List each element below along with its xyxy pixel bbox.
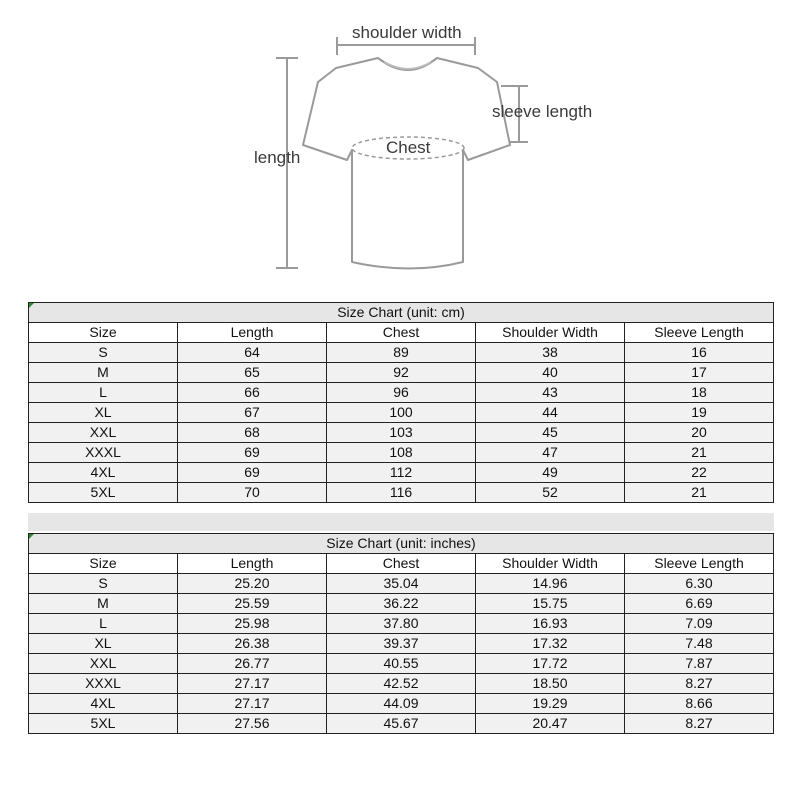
cell-size: XL	[29, 403, 178, 423]
cell-shoulder: 40	[476, 363, 625, 383]
table-row	[29, 694, 774, 714]
corner-marker	[29, 303, 34, 308]
cell-length: 27.17	[178, 674, 327, 694]
cell-chest: 45.67	[327, 714, 476, 734]
table-row	[29, 714, 774, 734]
cell-size: 4XL	[29, 463, 178, 483]
cell-shoulder: 43	[476, 383, 625, 403]
cell-size: S	[29, 574, 178, 594]
corner-marker	[29, 534, 34, 539]
table-row	[29, 383, 774, 403]
table-title: Size Chart (unit: inches)	[29, 534, 774, 554]
cell-size: XXL	[29, 423, 178, 443]
table-row	[29, 634, 774, 654]
cell-shoulder: 17.72	[476, 654, 625, 674]
cell-chest: 116	[327, 483, 476, 503]
cell-shoulder: 20.47	[476, 714, 625, 734]
cell-size: XXXL	[29, 674, 178, 694]
table-header-row	[29, 554, 774, 574]
cell-sleeve: 17	[625, 363, 774, 383]
cell-sleeve: 20	[625, 423, 774, 443]
cell-chest: 100	[327, 403, 476, 423]
header-length: Length	[178, 323, 327, 343]
cell-size: 5XL	[29, 714, 178, 734]
cell-shoulder: 15.75	[476, 594, 625, 614]
cell-length: 26.38	[178, 634, 327, 654]
header-size: Size	[29, 554, 178, 574]
cell-sleeve: 22	[625, 463, 774, 483]
header-size: Size	[29, 323, 178, 343]
cell-size: M	[29, 594, 178, 614]
length-label: length	[254, 148, 301, 167]
cell-size: XL	[29, 634, 178, 654]
header-shoulder-width: Shoulder Width	[476, 323, 625, 343]
cell-sleeve: 21	[625, 443, 774, 463]
cell-sleeve: 7.87	[625, 654, 774, 674]
cell-chest: 39.37	[327, 634, 476, 654]
chest-label: Chest	[386, 138, 431, 157]
cell-sleeve: 6.30	[625, 574, 774, 594]
header-sleeve-length: Sleeve Length	[625, 323, 774, 343]
cell-length: 25.59	[178, 594, 327, 614]
cell-chest: 35.04	[327, 574, 476, 594]
cell-shoulder: 52	[476, 483, 625, 503]
cell-shoulder: 38	[476, 343, 625, 363]
table-row	[29, 363, 774, 383]
cell-shoulder: 47	[476, 443, 625, 463]
cell-chest: 103	[327, 423, 476, 443]
table-row	[29, 483, 774, 503]
cell-length: 25.20	[178, 574, 327, 594]
size-chart-cm-table	[28, 302, 774, 503]
table-row	[29, 594, 774, 614]
size-chart-inches-table	[28, 533, 774, 734]
cell-chest: 36.22	[327, 594, 476, 614]
cell-size: M	[29, 363, 178, 383]
table-title: Size Chart (unit: cm)	[29, 303, 774, 323]
cell-chest: 96	[327, 383, 476, 403]
cell-sleeve: 19	[625, 403, 774, 423]
cell-sleeve: 7.48	[625, 634, 774, 654]
shoulder-width-label: shoulder width	[352, 23, 462, 42]
cell-chest: 42.52	[327, 674, 476, 694]
cell-length: 27.56	[178, 714, 327, 734]
table-row	[29, 423, 774, 443]
cell-chest: 112	[327, 463, 476, 483]
table-row	[29, 443, 774, 463]
size-diagram	[0, 0, 800, 290]
cell-size: 4XL	[29, 694, 178, 714]
cell-length: 69	[178, 463, 327, 483]
cell-size: S	[29, 343, 178, 363]
table-row	[29, 463, 774, 483]
table-row	[29, 403, 774, 423]
cell-sleeve: 8.27	[625, 674, 774, 694]
cell-length: 27.17	[178, 694, 327, 714]
cell-length: 65	[178, 363, 327, 383]
cell-chest: 44.09	[327, 694, 476, 714]
cell-length: 68	[178, 423, 327, 443]
table-row	[29, 574, 774, 594]
cell-length: 66	[178, 383, 327, 403]
sleeve-length-label: sleeve length	[492, 102, 593, 121]
table-row	[29, 614, 774, 634]
table-row	[29, 343, 774, 363]
cell-shoulder: 45	[476, 423, 625, 443]
table-separator	[28, 513, 774, 531]
header-chest: Chest	[327, 323, 476, 343]
cell-shoulder: 18.50	[476, 674, 625, 694]
cell-sleeve: 21	[625, 483, 774, 503]
cell-size: L	[29, 383, 178, 403]
cell-length: 67	[178, 403, 327, 423]
cell-sleeve: 8.66	[625, 694, 774, 714]
cell-shoulder: 19.29	[476, 694, 625, 714]
header-sleeve-length: Sleeve Length	[625, 554, 774, 574]
cell-size: 5XL	[29, 483, 178, 503]
cell-sleeve: 18	[625, 383, 774, 403]
cell-shoulder: 49	[476, 463, 625, 483]
cell-sleeve: 7.09	[625, 614, 774, 634]
cell-chest: 40.55	[327, 654, 476, 674]
cell-chest: 37.80	[327, 614, 476, 634]
cell-size: XXXL	[29, 443, 178, 463]
cell-length: 69	[178, 443, 327, 463]
cell-sleeve: 6.69	[625, 594, 774, 614]
cell-length: 70	[178, 483, 327, 503]
table-header-row	[29, 323, 774, 343]
cell-size: L	[29, 614, 178, 634]
cell-chest: 108	[327, 443, 476, 463]
cell-shoulder: 17.32	[476, 634, 625, 654]
header-length: Length	[178, 554, 327, 574]
cell-chest: 92	[327, 363, 476, 383]
cell-shoulder: 44	[476, 403, 625, 423]
cell-shoulder: 16.93	[476, 614, 625, 634]
table-row	[29, 654, 774, 674]
cell-sleeve: 16	[625, 343, 774, 363]
cell-length: 64	[178, 343, 327, 363]
cell-length: 25.98	[178, 614, 327, 634]
cell-length: 26.77	[178, 654, 327, 674]
cell-shoulder: 14.96	[476, 574, 625, 594]
cell-chest: 89	[327, 343, 476, 363]
table-row	[29, 674, 774, 694]
cell-size: XXL	[29, 654, 178, 674]
cell-sleeve: 8.27	[625, 714, 774, 734]
header-chest: Chest	[327, 554, 476, 574]
header-shoulder-width: Shoulder Width	[476, 554, 625, 574]
